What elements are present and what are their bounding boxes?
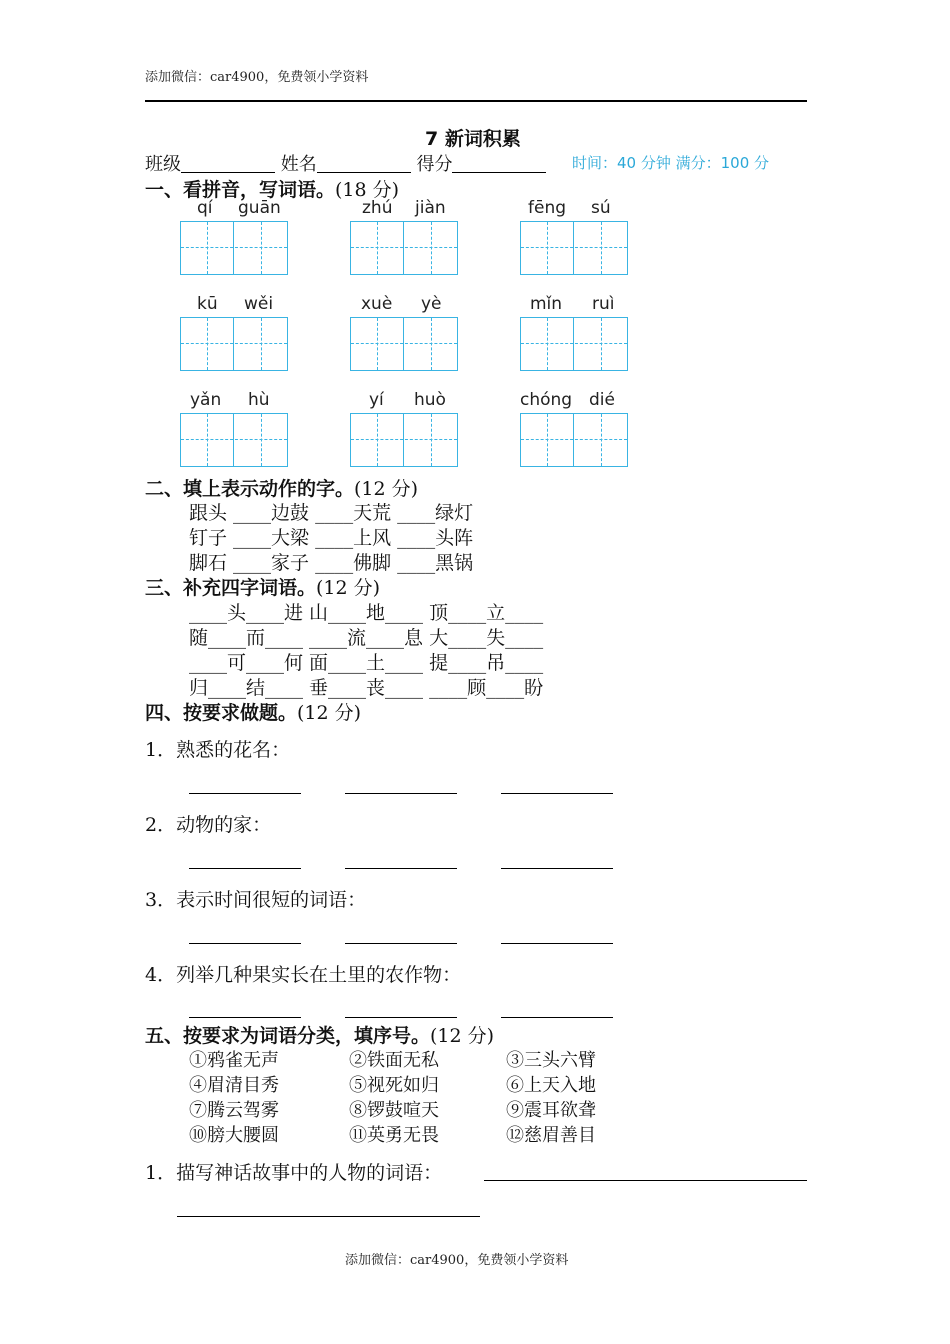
answer-line[interactable] [189,1017,301,1018]
answer-line[interactable] [484,1180,807,1181]
section5-heading: 五、按要求为词语分类，填序号。(12 分) [145,1025,495,1047]
answer-line[interactable] [501,868,613,869]
writing-grid[interactable] [350,221,458,275]
word-option: ⑥上天入地 [506,1075,596,1096]
pinyin: wěi [244,294,274,314]
pinyin: kū [197,294,218,314]
answer-line[interactable] [189,868,301,869]
word-option: ①鸦雀无声 [189,1050,279,1071]
answer-line[interactable] [501,1017,613,1018]
writing-grid[interactable] [350,413,458,467]
question-item: 4．列举几种果实长在土里的农作物： [145,964,462,986]
section3-heading: 三、补充四字词语。(12 分) [145,577,381,599]
pinyin: huò [414,390,446,410]
word-option: ⑨震耳欲聋 [506,1100,596,1121]
pinyin: yǎn [190,390,222,410]
fill-line[interactable]: 随____而____ ____流____息 大____失____ [189,627,544,649]
fill-line[interactable]: 脚石 ____家子 ____佛脚 ____黑锅 [189,552,474,574]
answer-line[interactable] [189,943,301,944]
question-item: 1．熟悉的花名： [145,739,291,761]
fill-line[interactable]: ____头____进 山____地____ 顶____立____ [189,602,544,624]
pinyin: hù [248,390,270,410]
pinyin: xuè [361,294,393,314]
footer-note: 添加微信：car4900，免费领小学资料 [345,1253,569,1268]
pinyin: dié [589,390,615,410]
answer-line[interactable] [345,943,457,944]
section4-heading: 四、按要求做题。(12 分) [145,702,362,724]
section1-heading: 一、看拼音，写词语。(18 分) [145,179,400,201]
name-blank[interactable] [317,154,411,173]
class-blank[interactable] [181,154,275,173]
time-info: 时间：40 分钟 满分：100 分 [572,154,770,172]
pinyin: guān [238,198,281,218]
word-option: ⑦腾云驾雾 [189,1100,279,1121]
header-rule [145,100,807,102]
pinyin: mǐn [530,294,563,314]
pinyin: fēng [528,198,567,218]
classification-question: 1．描写神话故事中的人物的词语： [145,1162,443,1184]
word-option: ⑤视死如归 [349,1075,439,1096]
fill-line[interactable]: 钉子 ____大梁 ____上风 ____头阵 [189,527,474,549]
class-label: 班级 [145,154,181,175]
score-blank[interactable] [452,154,546,173]
fill-line[interactable]: 跟头 ____边鼓 ____天荒 ____绿灯 [189,502,474,524]
pinyin: ruì [592,294,615,314]
writing-grid[interactable] [520,317,628,371]
question-item: 2．动物的家： [145,814,272,836]
word-option: ②铁面无私 [349,1050,439,1071]
pinyin: chóng [520,390,573,410]
answer-line[interactable] [501,943,613,944]
writing-grid[interactable] [350,317,458,371]
word-option: ④眉清目秀 [189,1075,279,1096]
pinyin: yè [421,294,442,314]
pinyin: jiàn [415,198,446,218]
writing-grid[interactable] [520,221,628,275]
fill-line[interactable]: ____可____何 面____土____ 提____吊____ [189,652,544,674]
fill-line[interactable]: 归____结____ 垂____丧____ ____顾____盼 [189,677,544,699]
writing-grid[interactable] [180,317,288,371]
writing-grid[interactable] [180,413,288,467]
pinyin: zhú [362,198,393,218]
writing-grid[interactable] [520,413,628,467]
answer-line[interactable] [345,1017,457,1018]
pinyin: sú [591,198,611,218]
word-option: ⑧锣鼓喧天 [349,1100,439,1121]
answer-line[interactable] [345,793,457,794]
question-item: 3．表示时间很短的词语： [145,889,367,911]
pinyin: yí [369,390,384,410]
pinyin: qí [197,198,213,218]
word-option: ⑫慈眉善目 [506,1125,596,1146]
writing-grid[interactable] [180,221,288,275]
word-option: ③三头六臂 [506,1050,596,1071]
answer-line[interactable] [177,1216,480,1217]
answer-line[interactable] [189,793,301,794]
header-note: 添加微信：car4900，免费领小学资料 [145,70,369,85]
name-label: 姓名 [280,154,317,175]
student-info-row [145,150,546,176]
word-option: ⑪英勇无畏 [349,1125,439,1146]
word-option: ⑩膀大腰圆 [189,1125,279,1146]
answer-line[interactable] [501,793,613,794]
page-title: 7 新词积累 [425,128,521,150]
section2-heading: 二、填上表示动作的字。(12 分) [145,478,419,500]
score-label: 得分 [416,154,453,175]
answer-line[interactable] [345,868,457,869]
